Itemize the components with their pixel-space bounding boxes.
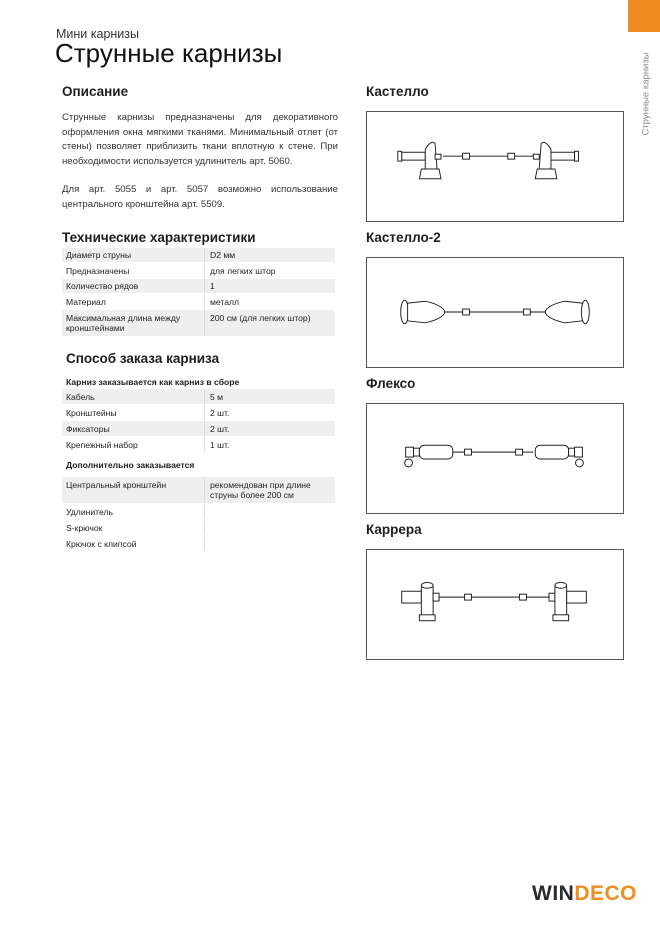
specs-heading: Технические характеристики — [62, 230, 256, 245]
spec-value: 1 — [204, 279, 335, 293]
order-item-label: Удлинитель — [66, 506, 113, 517]
table-row — [62, 520, 335, 536]
product-image-carrera — [366, 549, 624, 660]
spec-label: Максимальная длина между кронштейнами — [66, 313, 181, 333]
description-paragraph-1: Струнные карнизы предназначены для декоративного оформления окна мягкими тканями. Минимальный отлет (от стены) позволяет приблизить ткани вплотную к стене. При необходимости используется удлинитель арт. 5060. — [62, 112, 338, 167]
spec-label: Материал — [66, 296, 106, 307]
order-extra-label: Дополнительно заказывается — [66, 460, 195, 470]
spec-value: металл — [204, 294, 335, 309]
order-item-label: Фиксаторы — [66, 423, 110, 434]
page-subtitle: Мини карнизы — [56, 27, 140, 41]
table-row — [62, 504, 335, 520]
table-row — [62, 477, 335, 504]
section-tab — [628, 0, 660, 32]
spec-value: для легких штор — [204, 263, 335, 278]
order-item-label: Крепежный набор — [66, 439, 138, 450]
order-item-value: 2 шт. — [204, 421, 335, 436]
spec-value: 200 см (для легких штор) — [204, 310, 335, 336]
table-row — [62, 437, 335, 453]
table-row — [62, 405, 335, 421]
order-item-value: 5 м — [204, 389, 335, 404]
side-caption: Струнные карнизы — [640, 52, 652, 136]
order-item-value: 2 шт. — [204, 405, 335, 420]
table-row — [62, 389, 335, 405]
product-name-carrera: Каррера — [366, 522, 422, 537]
product-name-flexo: Флексо — [366, 376, 416, 391]
product-name-castello: Кастелло — [366, 84, 429, 99]
order-item-value — [204, 520, 335, 535]
order-set-label: Карниз заказывается как карниз в сборе — [66, 377, 240, 387]
table-row — [62, 421, 335, 437]
table-row — [62, 263, 335, 279]
order-extra-table — [62, 477, 335, 552]
product-name-castello-2: Кастелло-2 — [366, 230, 441, 245]
product-image-castello — [366, 111, 624, 222]
order-item-label: Крючок с клипсой — [66, 538, 137, 549]
spec-label: Предназначены — [66, 265, 130, 276]
table-row — [62, 310, 335, 337]
table-row — [62, 536, 335, 552]
order-heading: Способ заказа карниза — [66, 351, 220, 366]
description-heading: Описание — [62, 84, 129, 99]
brand-logo — [532, 882, 637, 906]
spec-value: D2 мм — [204, 248, 335, 262]
table-row — [62, 248, 335, 263]
order-item-label: Центральный кронштейн — [66, 480, 167, 490]
logo-part-2: DECO — [574, 882, 638, 905]
table-row — [62, 294, 335, 310]
description-paragraph-2: Для арт. 5055 и арт. 5057 возможно использование центрального кронштейна арт. 5509. — [62, 184, 338, 210]
order-item-value: рекомендован при длине струны более 200 см — [204, 477, 335, 503]
order-item-value — [204, 504, 335, 519]
order-item-label: S-крючок — [66, 522, 103, 533]
specs-table — [62, 248, 335, 337]
order-item-value — [204, 536, 335, 551]
spec-label: Количество рядов — [66, 281, 139, 291]
order-set-table — [62, 389, 335, 453]
order-item-label: Кабель — [66, 391, 95, 402]
order-item-value: 1 шт. — [204, 437, 335, 452]
table-row — [62, 279, 335, 294]
spec-label: Диаметр струны — [66, 250, 132, 260]
product-image-castello-2 — [366, 257, 624, 368]
order-item-label: Кронштейны — [66, 407, 117, 418]
page-title: Струнные карнизы — [55, 38, 283, 68]
logo-part-1: WIN — [532, 882, 575, 905]
product-image-flexo — [366, 403, 624, 514]
